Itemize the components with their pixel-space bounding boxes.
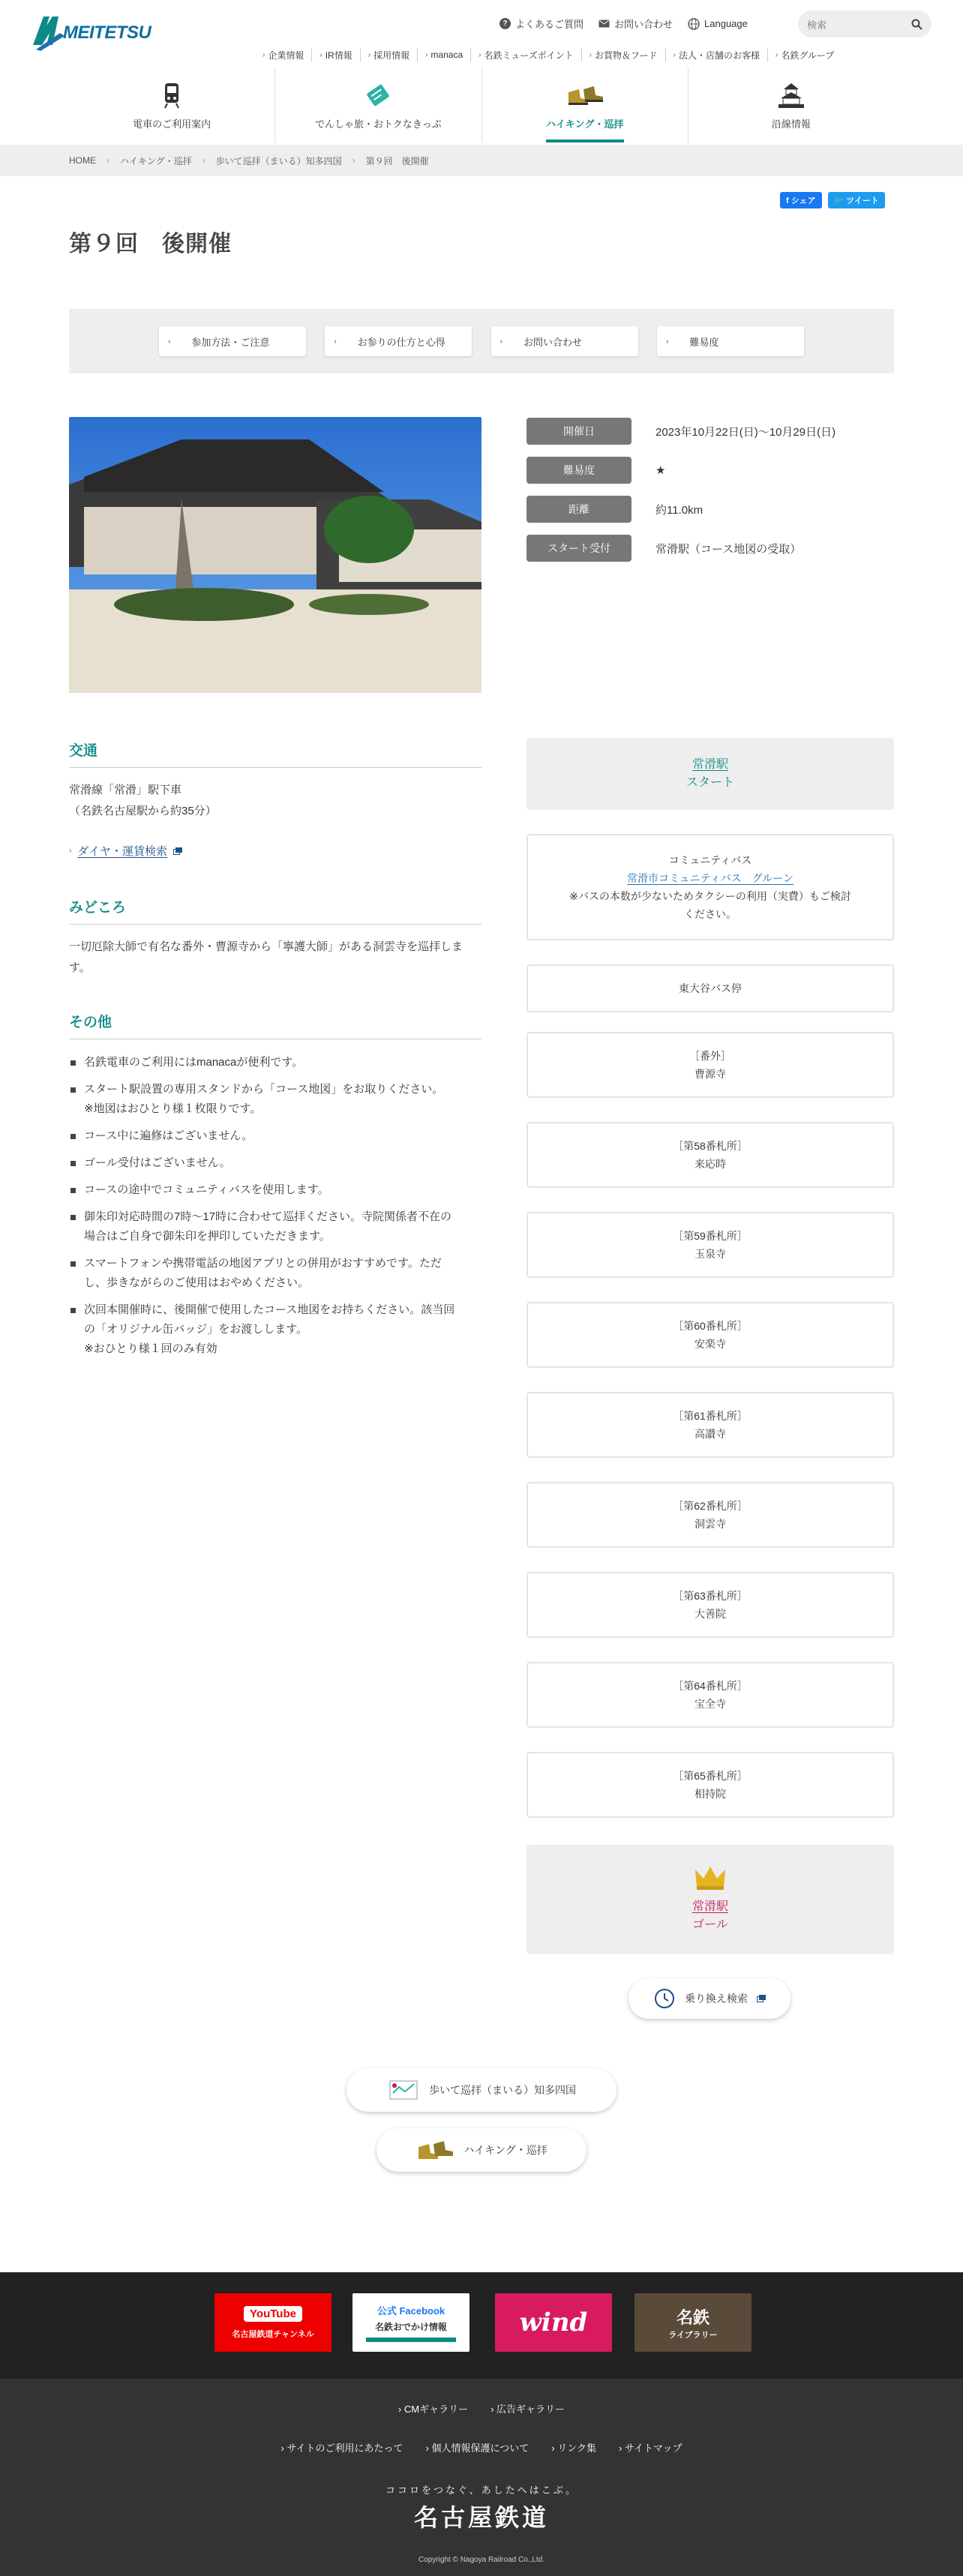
wind-logo: wind xyxy=(519,2308,588,2338)
stop-name: 玉泉寺 xyxy=(694,1248,726,1260)
banner-caption: ライブラリー xyxy=(668,2330,718,2340)
wind-magazine-banner[interactable] xyxy=(495,2293,612,2352)
goal-label: ゴール xyxy=(692,1918,728,1931)
footer-link-terms[interactable]: › サイトのご利用にあたって xyxy=(281,2440,404,2455)
back-link-label: ハイキング・巡拝 xyxy=(464,2144,548,2156)
logo-text: MEITETSU xyxy=(63,22,152,43)
footer-brand: 名古屋鉄道 xyxy=(413,2503,549,2532)
stop-name: 高讃寺 xyxy=(694,1428,726,1440)
sublink-label: 名鉄グループ xyxy=(781,49,835,61)
facebook-logo: 公式 Facebook xyxy=(376,2305,446,2317)
route-stop xyxy=(526,1662,894,1728)
bus-note: ※バスの本数が少ないためタクシーの利用（実費）もご検討 xyxy=(569,890,851,902)
start-station-link[interactable]: 常滑駅 xyxy=(692,758,728,771)
access-text xyxy=(69,780,482,822)
info-label: スタート受付 xyxy=(526,535,632,562)
twitter-tweet-button[interactable]: 🐦 ツイート xyxy=(828,192,885,208)
route-stop xyxy=(526,1392,894,1458)
timetable-search-link[interactable]: › ダイヤ・運賃検索 xyxy=(69,843,482,859)
stop-tag: ［第65番札所］ xyxy=(673,1770,748,1782)
tweet-label: ツイート xyxy=(846,196,879,205)
route-stop xyxy=(526,1572,894,1638)
route-stop xyxy=(526,1302,894,1368)
anchor-label: お参りの仕方と心得 xyxy=(357,336,446,348)
banner-caption: 名鉄おでかけ情報 xyxy=(375,2322,447,2332)
sublink-label: 採用情報 xyxy=(374,49,410,61)
info-row-start xyxy=(526,534,902,562)
sublink-muse-point[interactable]: › 名鉄ミューズポイント xyxy=(470,48,581,61)
facebook-banner[interactable] xyxy=(352,2293,470,2352)
footer xyxy=(0,2379,963,2576)
bus-note: ください。 xyxy=(684,908,736,920)
breadcrumb-hiking[interactable]: ハイキング・巡拝 xyxy=(120,155,192,166)
list-item xyxy=(69,1153,482,1173)
search-icon[interactable] xyxy=(911,19,922,30)
other-heading: その他 xyxy=(69,1011,482,1039)
note-line: コース中に遍修はございません。 xyxy=(84,1129,254,1142)
footer-links-row2 xyxy=(0,2440,963,2455)
info-label: 難易度 xyxy=(526,457,632,484)
route-bus xyxy=(526,834,894,940)
access-line: 常滑線「常滑」駅下車 xyxy=(69,784,182,796)
nav-line-info[interactable] xyxy=(688,67,894,142)
info-value: 2023年10月22日(日)～10月29日(日) xyxy=(656,425,836,439)
stop-name: 来応時 xyxy=(694,1158,726,1170)
stop-tag: ［第64番札所］ xyxy=(673,1680,748,1692)
note-line: ※地図はおひとり様１枚限りです。 xyxy=(84,1102,262,1115)
stop-name: 洞雲寺 xyxy=(694,1518,726,1530)
mail-icon xyxy=(598,19,610,28)
anchor-label: 難易度 xyxy=(689,336,719,348)
anchor-contact[interactable]: › お問い合わせ xyxy=(491,326,638,356)
footer-link-links[interactable]: › リンク集 xyxy=(551,2440,596,2455)
note-line: 次回本開催時に、後開催で使用したコース地図をお持ちください。該当回 xyxy=(84,1303,455,1316)
start-label: スタート xyxy=(686,776,734,789)
anchor-label: 参加方法・ご注意 xyxy=(191,336,270,348)
other-section xyxy=(69,1011,482,1366)
sublink-label: お買物＆フード xyxy=(594,49,658,61)
sublink-label: manaca xyxy=(430,49,464,60)
info-row-difficulty xyxy=(526,456,902,484)
note-line: スタート駅設置の専用スタンドから「コース地図」をお取りください。 xyxy=(84,1083,444,1096)
ticket-icon xyxy=(364,82,392,109)
breadcrumb xyxy=(0,145,963,176)
access-section xyxy=(69,739,482,859)
youtube-logo: YouTube xyxy=(244,2306,302,2322)
note-line: の「オリジナル缶バッジ」をお渡しします。 xyxy=(84,1323,308,1336)
clock-icon xyxy=(653,1987,676,2010)
nav-hiking[interactable] xyxy=(482,67,688,142)
meitetsu-logo[interactable] xyxy=(30,10,158,51)
copyright: Copyright © Nagoya Railroad Co.,Ltd. xyxy=(418,2556,544,2564)
utility-links xyxy=(500,16,748,31)
stop-tag: ［第58番札所］ xyxy=(673,1140,748,1152)
list-item xyxy=(69,1207,482,1246)
library-logo: 名鉄 xyxy=(676,2308,710,2328)
route-stop xyxy=(526,1482,894,1548)
anchor-label: お問い合わせ xyxy=(524,336,583,348)
back-to-chita-shikoku-button[interactable] xyxy=(346,2068,616,2112)
youtube-banner[interactable] xyxy=(214,2293,332,2352)
contact-label: お問い合わせ xyxy=(614,19,674,30)
route-column xyxy=(526,738,894,1960)
breadcrumb-separator: › xyxy=(106,155,110,166)
info-row-date xyxy=(526,417,902,445)
transfer-search-button[interactable] xyxy=(628,1978,790,2019)
faq-link[interactable] xyxy=(500,16,584,31)
route-start xyxy=(526,738,894,810)
notes-list xyxy=(69,1053,482,1359)
stop-name: 安楽寺 xyxy=(694,1338,726,1350)
stop-name: 宝全寺 xyxy=(694,1698,726,1710)
stop-tag: ［第61番札所］ xyxy=(673,1410,748,1422)
sublink-label: 法人・店舗のお客様 xyxy=(678,49,760,61)
external-window-icon xyxy=(173,847,182,855)
stop-name: 大善院 xyxy=(694,1608,726,1620)
info-value: 常滑駅（コース地図の受取） xyxy=(656,542,802,556)
banner-caption: 名古屋鉄道チャンネル xyxy=(232,2329,314,2339)
route-stop xyxy=(526,1212,894,1278)
highlights-section xyxy=(69,896,482,979)
share-buttons xyxy=(780,192,885,208)
hiking-boots-icon xyxy=(566,82,604,109)
globe-icon xyxy=(688,18,700,30)
sublink-label: 名鉄ミューズポイント xyxy=(484,49,574,61)
external-window-icon xyxy=(757,1995,766,2002)
breadcrumb-separator: › xyxy=(352,155,356,166)
breadcrumb-chita-shikoku[interactable]: 歩いて巡拝（まいる）知多四国 xyxy=(215,155,342,166)
sublink-corporate[interactable]: › 企業情報 xyxy=(262,49,304,61)
pilgrim-map-icon xyxy=(387,2078,420,2102)
search-placeholder: 検索 xyxy=(807,19,827,31)
note-line: 御朱印対応時間の7時～17時に合わせて巡拝ください。寺院関係者不在の xyxy=(84,1210,452,1223)
timetable-link-label: ダイヤ・運賃検索 xyxy=(77,845,168,858)
meitetsu-library-banner[interactable] xyxy=(634,2293,752,2352)
nav-label: 電車のご利用案内 xyxy=(133,118,212,130)
breadcrumb-separator: › xyxy=(202,155,206,166)
footer-link-sitemap[interactable]: › サイトマップ xyxy=(619,2440,682,2455)
route-stop xyxy=(526,1752,894,1818)
info-value: 約11.0km xyxy=(656,503,704,517)
list-item xyxy=(69,1300,482,1359)
sublink-label: 企業情報 xyxy=(268,49,304,61)
note-line: ※おひとり様１回のみ有効 xyxy=(84,1342,218,1355)
footer-links-row1 xyxy=(0,2401,963,2416)
anchor-participation[interactable]: › 参加方法・ご注意 xyxy=(159,326,306,356)
access-heading: 交通 xyxy=(69,739,482,768)
footer-link-privacy[interactable]: › 個人情報保護について xyxy=(426,2440,530,2455)
route-stop xyxy=(526,964,894,1012)
crown-icon xyxy=(694,1865,727,1891)
temple-photo xyxy=(69,417,482,693)
sublink-group[interactable]: › 名鉄グループ xyxy=(767,48,842,61)
footer-link-ads[interactable]: › 広告ギャラリー xyxy=(490,2401,565,2416)
stop-name: 相持院 xyxy=(694,1788,726,1800)
sublink-label: IR情報 xyxy=(325,49,352,61)
anchor-links xyxy=(69,309,894,373)
note-line: コースの途中でコミュニティバスを使用します。 xyxy=(84,1183,329,1196)
info-label: 距離 xyxy=(526,496,632,523)
sublink-ir[interactable]: › IR情報 xyxy=(311,48,359,61)
star-icon: ★ xyxy=(656,464,666,477)
list-item xyxy=(69,1053,482,1072)
nav-label: ハイキング・巡拝 xyxy=(545,118,624,130)
language-label: Language xyxy=(704,18,748,29)
nav-label: でんしゃ旅・おトクなきっぷ xyxy=(315,118,442,130)
transfer-search-label: 乗り換え検索 xyxy=(685,1993,748,2005)
info-label: 開催日 xyxy=(526,418,632,445)
sublink-shopping[interactable]: › お買物＆フード xyxy=(581,48,665,61)
anchor-difficulty[interactable]: › 難易度 xyxy=(657,326,804,356)
list-item xyxy=(69,1080,482,1119)
nav-label: 沿線情報 xyxy=(771,118,811,130)
main-nav xyxy=(69,67,894,142)
note-line: スマートフォンや携帯電話の地図アプリとの併用がおすすめです。ただ xyxy=(84,1257,442,1270)
route-goal xyxy=(526,1845,894,1954)
anchor-manners[interactable]: › お参りの仕方と心得 xyxy=(325,326,472,356)
footer-link-cm[interactable]: › CMギャラリー xyxy=(398,2401,468,2416)
route-stop xyxy=(526,1032,894,1098)
faq-label: よくあるご質問 xyxy=(515,19,584,30)
banner-stripe xyxy=(366,2338,456,2342)
language-link[interactable] xyxy=(688,18,748,30)
page-title: 第９回 後開催 xyxy=(69,232,232,256)
note-line: 場合はご自身で御朱印を押印していただきます。 xyxy=(84,1230,331,1243)
bus-title: コミュニティバス xyxy=(668,854,752,866)
stop-tag: ［番外］ xyxy=(689,1050,731,1062)
community-bus-link[interactable]: 常滑市コミュニティバス グルーン xyxy=(627,872,794,884)
stop-name: 曹源寺 xyxy=(694,1068,726,1080)
nav-train-trips[interactable] xyxy=(274,67,481,142)
highlights-text: 一切厄除大師で有名な番外・曹源寺から「寧護大師」がある洞雲寺を巡拝します。 xyxy=(69,940,464,974)
castle-icon xyxy=(776,82,806,109)
stop-tag: ［第63番札所］ xyxy=(673,1590,748,1602)
corporate-links xyxy=(255,48,842,61)
hiking-boots-icon xyxy=(416,2138,454,2162)
route-stop xyxy=(526,1122,894,1188)
highlights-heading: みどころ xyxy=(69,896,482,925)
facebook-share-button[interactable]: f シェア xyxy=(780,192,822,208)
goal-station-link[interactable]: 常滑駅 xyxy=(692,1900,728,1913)
stop-tag: ［第59番札所］ xyxy=(673,1230,748,1242)
access-line: （名鉄名古屋駅から約35分） xyxy=(69,805,217,817)
stop-tag: ［第62番札所］ xyxy=(673,1500,748,1512)
sublink-manaca[interactable]: › manaca xyxy=(417,48,470,61)
breadcrumb-home[interactable]: HOME xyxy=(69,155,96,166)
event-info xyxy=(526,417,902,573)
nav-train-guide[interactable] xyxy=(69,67,274,142)
stop-tag: ［第60番札所］ xyxy=(673,1320,748,1332)
back-to-hiking-button[interactable] xyxy=(376,2128,586,2172)
note-line: 名鉄電車のご利用にはmanacaが便利です。 xyxy=(84,1056,304,1069)
breadcrumb-current: 第９回 後開催 xyxy=(365,155,429,166)
list-item xyxy=(69,1126,482,1146)
footer-tagline: ココロをつなぐ、あしたへはこぶ。 xyxy=(385,2485,578,2496)
train-icon xyxy=(163,82,181,109)
facebook-share-label: シェア xyxy=(790,196,816,205)
stop-name: 東大谷バス停 xyxy=(679,982,742,994)
note-line: ゴール受付はございません。 xyxy=(84,1156,231,1169)
sublink-recruit[interactable]: › 採用情報 xyxy=(360,48,417,61)
question-icon: ? xyxy=(500,18,511,29)
footer-banners xyxy=(0,2272,963,2379)
search-input[interactable] xyxy=(798,10,932,37)
note-line: し、歩きながらのご使用はおやめください。 xyxy=(84,1276,310,1289)
sublink-business[interactable]: › 法人・店舗のお客様 xyxy=(665,48,767,61)
list-item xyxy=(69,1254,482,1293)
list-item xyxy=(69,1180,482,1200)
back-link-label: 歩いて巡拝（まいる）知多四国 xyxy=(429,2084,576,2096)
info-row-distance xyxy=(526,495,902,523)
contact-link[interactable] xyxy=(598,16,673,31)
